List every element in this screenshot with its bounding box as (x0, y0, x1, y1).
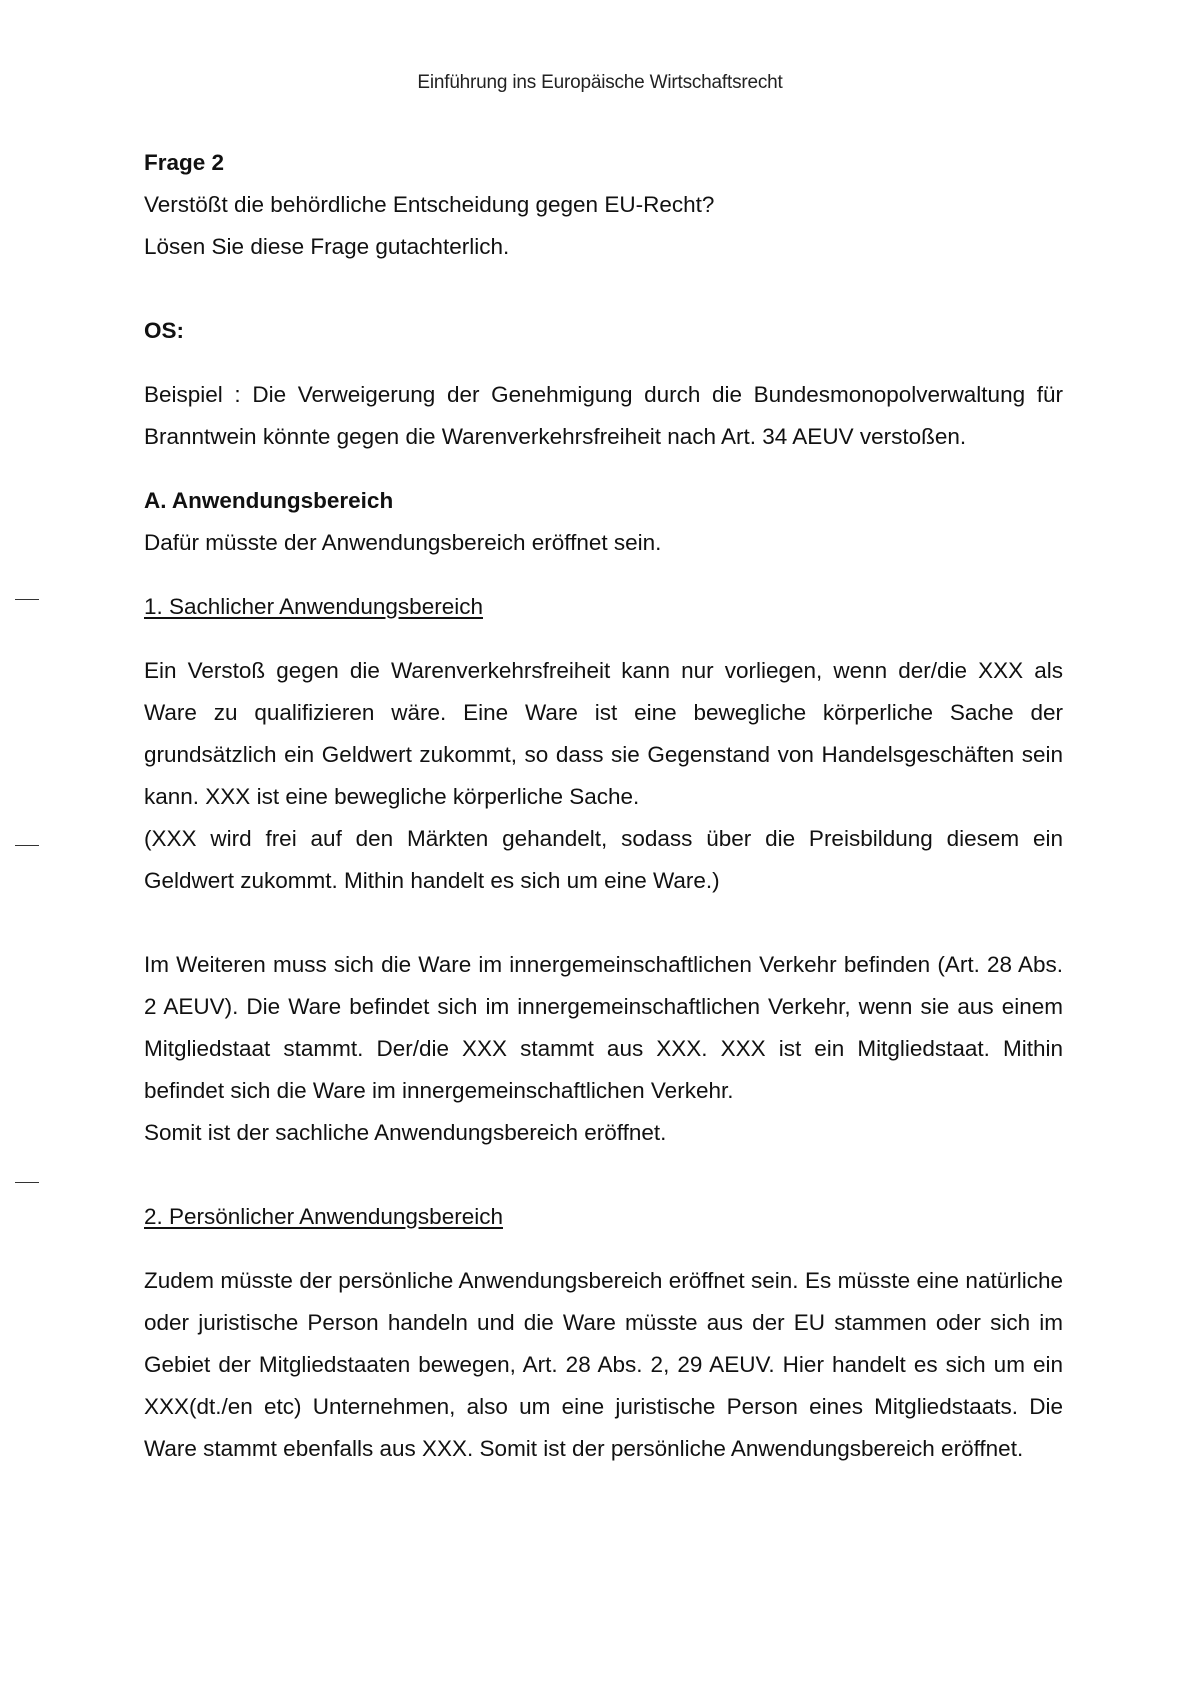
subsection-2-paragraph: Zudem müsste der persönliche Anwendungsbereich eröffnet sein. Es müsste eine natürliche oder juristische Person handeln und die Ware müsste aus der EU stammen oder sich im Gebiet der Mitgliedstaaten bewegen, Art. 28 Abs. 2, 29 AEUV. Hier handelt es sich um ein XXX(dt./en etc) Unternehmen, also um eine juristische Person eines Mitgliedstaats. Die Ware stammt ebenfalls aus XXX. Somit ist der persönliche Anwendungsbereich eröffnet. (144, 1268, 1063, 1461)
subsection-1-paragraph: Ein Verstoß gegen die Warenverkehrsfreiheit kann nur vorliegen, wenn der/die XXX als Ware zu qualifizieren wäre. Eine Ware ist eine bewegliche körperliche Sache der grundsätzlich ein Geldwert zukommt, so dass sie Gegenstand von Handelsgeschäften sein kann. XXX ist eine bewegliche körperliche Sache. (144, 658, 1063, 809)
question-line: Verstößt die behördliche Entscheidung gegen EU-Recht? (144, 192, 715, 217)
section-a-heading: A. Anwendungsbereich (144, 488, 394, 513)
subsection-1-conclusion: Somit ist der sachliche Anwendungsbereich eröffnet. (144, 1120, 667, 1145)
document-body (144, 142, 1063, 1470)
subsection-1-paragraph: (XXX wird frei auf den Märkten gehandelt, sodass über die Preisbildung diesem ein Geldwert zukommt. Mithin handelt es sich um eine Ware.) (144, 826, 1063, 893)
margin-mark (15, 599, 39, 600)
running-header: Einführung ins Europäische Wirtschaftsrecht (417, 72, 783, 93)
question-instruction: Lösen Sie diese Frage gutachterlich. (144, 234, 510, 259)
os-example-paragraph: Beispiel : Die Verweigerung der Genehmigung durch die Bundesmonopolverwaltung für Branntwein könnte gegen die Warenverkehrsfreiheit nach Art. 34 AEUV verstoßen. (144, 382, 1063, 449)
question-label: Frage 2 (144, 150, 225, 175)
os-heading: OS: (144, 318, 185, 343)
margin-mark (15, 845, 39, 846)
subsection-2-heading: 2. Persönlicher Anwendungsbereich (144, 1204, 503, 1229)
margin-mark (15, 1182, 39, 1183)
section-a-intro: Dafür müsste der Anwendungsbereich eröffnet sein. (144, 530, 662, 555)
subsection-1-paragraph: Im Weiteren muss sich die Ware im innergemeinschaftlichen Verkehr befinden (Art. 28 Abs. 2 AEUV). Die Ware befindet sich im innergemeinschaftlichen Verkehr, wenn sie aus einem Mitgliedstaat stammt. Der/die XXX stammt aus XXX. XXX ist ein Mitgliedstaat. Mithin befindet sich die Ware im innergemeinschaftlichen Verkehr. (144, 952, 1063, 1103)
subsection-1-heading: 1. Sachlicher Anwendungsbereich (144, 594, 483, 619)
